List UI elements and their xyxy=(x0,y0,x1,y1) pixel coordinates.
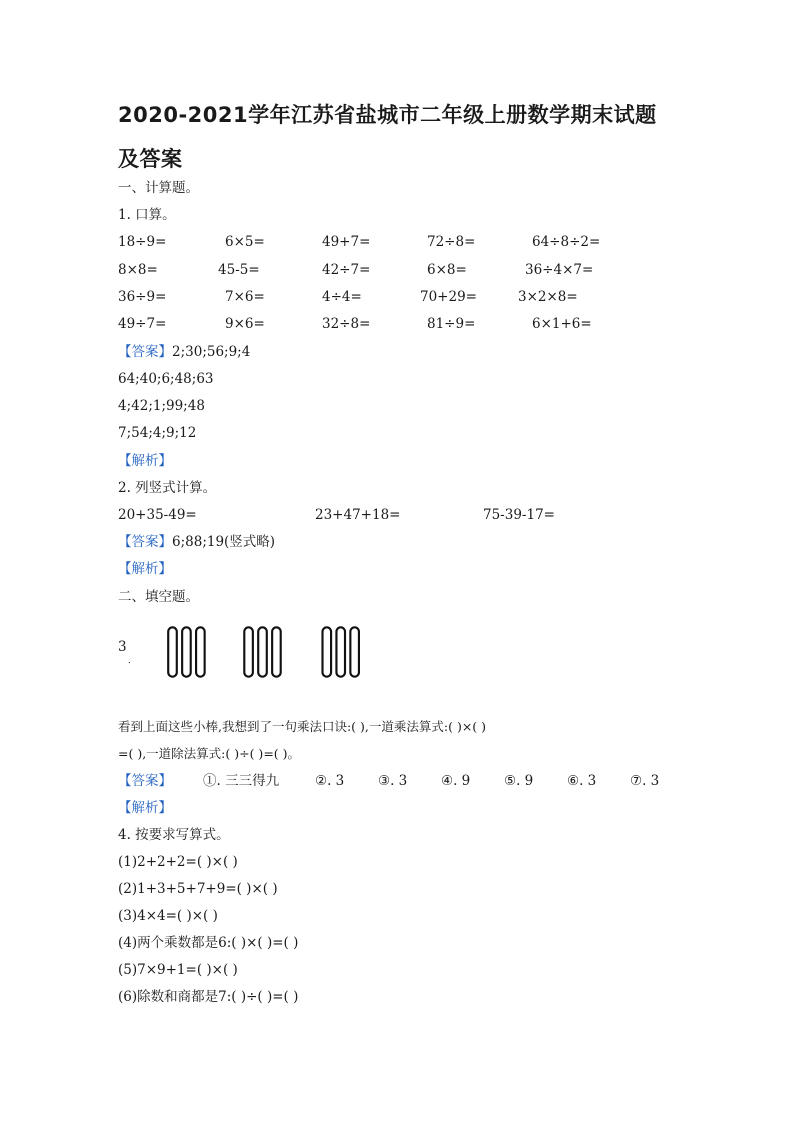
stick-icon xyxy=(244,627,253,676)
q1-item: 64÷8÷2= xyxy=(532,234,601,250)
answer-tag: 【答案】 xyxy=(118,344,172,360)
q4-item: (6)除数和商都是7:( )÷( )=( ) xyxy=(118,989,299,1005)
stick-icon xyxy=(272,627,281,676)
q4-item: (2)1+3+5+7+9=( )×( ) xyxy=(118,881,278,897)
q1-item: 36÷9= xyxy=(118,289,167,305)
question-1-label: 1. 口算。 xyxy=(118,207,176,223)
q1-item: 81÷9= xyxy=(427,316,476,332)
q2-item: 23+47+18= xyxy=(315,507,401,523)
stick-icon xyxy=(323,627,332,676)
question-2-label: 2. 列竖式计算。 xyxy=(118,480,217,496)
q3-analysis-tag: 【解析】 xyxy=(118,800,172,816)
q3-answer-item: ⑥. 3 xyxy=(567,773,597,789)
q4-item: (5)7×9+1=( )×( ) xyxy=(118,962,238,978)
q2-analysis-tag: 【解析】 xyxy=(118,561,172,577)
stick-icon xyxy=(258,627,267,676)
q1-item: 9×6= xyxy=(225,316,265,332)
q4-item: (4)两个乘数都是6:( )×( )=( ) xyxy=(118,935,299,951)
q1-item: 4÷4= xyxy=(322,289,362,305)
q2-answer xyxy=(118,533,275,551)
question-3-number: 3 xyxy=(118,639,127,655)
q1-item: 36÷4×7= xyxy=(525,262,594,278)
stick-icon xyxy=(182,627,191,676)
stick-icon xyxy=(196,627,205,676)
question-3-dot: ． xyxy=(128,656,138,666)
answer-tag: 【答案】 xyxy=(118,534,172,550)
stick-icon xyxy=(336,627,345,676)
answer-text: 6;88;19(竖式略) xyxy=(172,534,276,550)
section-heading-fill-blank: 二、填空题。 xyxy=(118,589,199,605)
q4-item: (3)4×4=( )×( ) xyxy=(118,908,218,924)
q1-item: 49÷7= xyxy=(118,316,167,332)
q3-answer-item: ②. 3 xyxy=(315,773,345,789)
q3-answer-item: ④. 9 xyxy=(441,773,471,789)
q3-answer-item: ⑦. 3 xyxy=(630,773,660,789)
stick-group-3 xyxy=(323,627,359,676)
section-heading-calculation: 一、计算题。 xyxy=(118,180,199,196)
q3-answer-item: ⑤. 9 xyxy=(504,773,534,789)
q3-answer-item: ①. 三三得九 xyxy=(203,773,280,789)
q3-answer-item: ③. 3 xyxy=(378,773,408,789)
answer-text: 7;54;4;9;12 xyxy=(118,425,197,441)
answer-text: 2;30;56;9;4 xyxy=(172,344,251,360)
sticks-figure xyxy=(140,622,400,682)
q3-answer xyxy=(118,772,172,790)
question-4-label: 4. 按要求写算式。 xyxy=(118,827,230,843)
q2-item: 20+35-49= xyxy=(118,507,197,523)
q1-analysis-tag: 【解析】 xyxy=(118,453,172,469)
answer-text: 4;42;1;99;48 xyxy=(118,398,205,414)
q1-answer xyxy=(118,343,250,361)
q1-item: 32÷8= xyxy=(322,316,371,332)
answer-text: 64;40;6;48;63 xyxy=(118,371,214,387)
q1-item: 72÷8= xyxy=(427,234,476,250)
q1-item: 3×2×8= xyxy=(518,289,578,305)
stick-icon xyxy=(350,627,359,676)
q2-item: 75-39-17= xyxy=(483,507,555,523)
q1-item: 7×6= xyxy=(225,289,265,305)
q1-item: 6×8= xyxy=(427,262,467,278)
page-title: 2020-2021学年江苏省盐城市二年级上册数学期末试题及答案 xyxy=(118,103,657,171)
stick-icon xyxy=(168,627,177,676)
q1-item: 45-5= xyxy=(218,262,260,278)
q1-item: 18÷9= xyxy=(118,234,167,250)
stick-group-2 xyxy=(244,627,280,676)
q1-item: 6×5= xyxy=(225,234,265,250)
q1-item: 70+29= xyxy=(420,289,477,305)
q3-line-1: 看到上面这些小棒,我想到了一句乘法口诀:( ),一道乘法算式:( )×( ) xyxy=(118,719,487,734)
q3-line-2: =( ),一道除法算式:( )÷( )=( )。 xyxy=(118,746,301,761)
q4-item: (1)2+2+2=( )×( ) xyxy=(118,854,238,870)
q1-item: 8×8= xyxy=(118,262,158,278)
q1-item: 6×1+6= xyxy=(532,316,592,332)
stick-group-1 xyxy=(168,627,204,676)
answer-tag: 【答案】 xyxy=(118,773,172,789)
q1-item: 49+7= xyxy=(322,234,371,250)
q1-item: 42÷7= xyxy=(322,262,371,278)
